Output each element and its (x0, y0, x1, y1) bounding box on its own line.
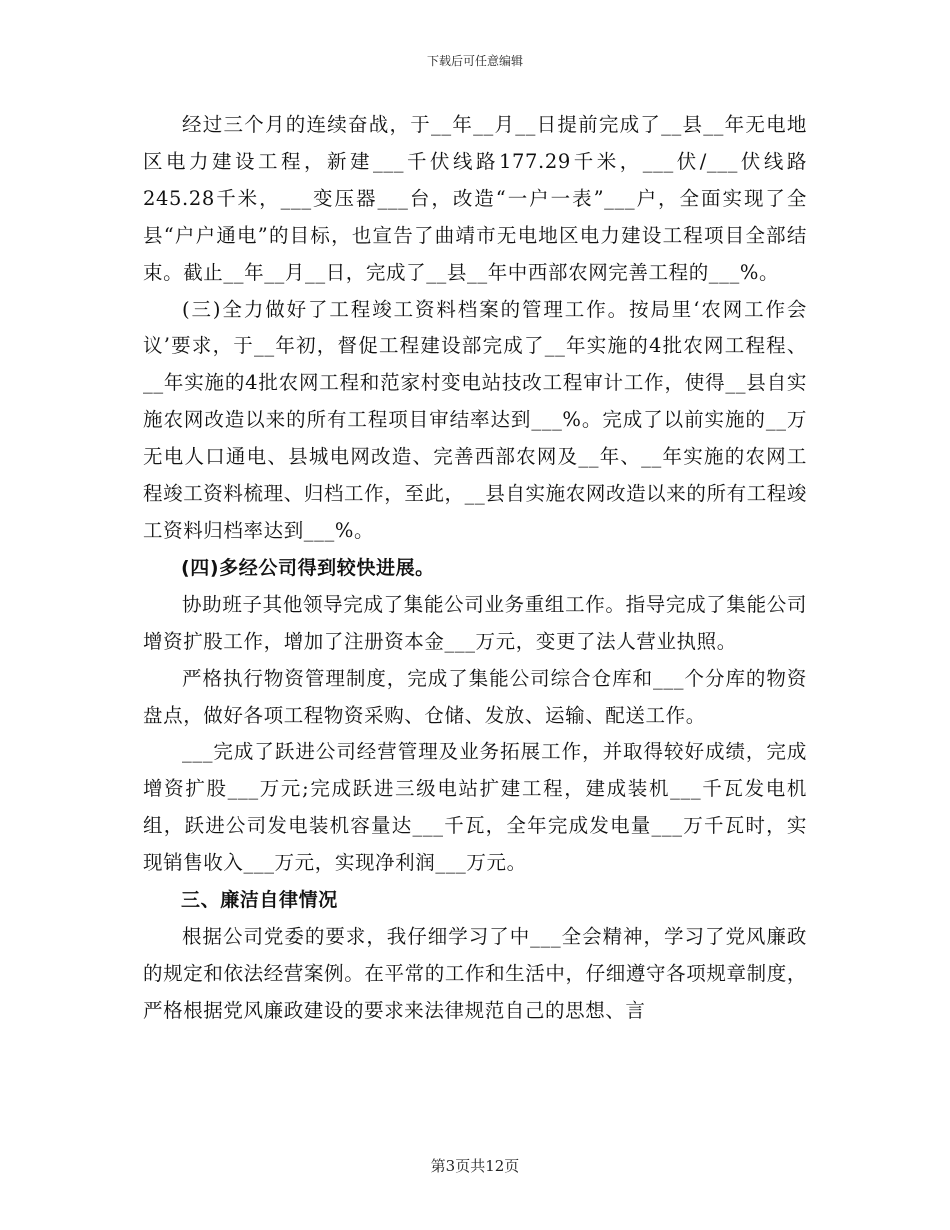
paragraph-2: (三)全力做好了工程竣工资料档案的管理工作。按局里‘农网工作会议’要求，于__年初，督促工程建设部完成了__年实施的4批农网工程程、__年实施的4批农网工程和范家村变电站技改工程审计工作，使得__县自实施农网改造以来的所有工程项目审结率达到___%。完成了以前实施的__万无电人口通电、县城电网改造、完善西部农网及__年、__年实施的农网工程竣工资料梳理、归档工作，至此，__县自实施农网改造以来的所有工程竣工资料归档率达到___%。 (143, 297, 807, 542)
document-body (143, 107, 807, 1030)
paragraph-3: 协助班子其他领导完成了集能公司业务重组工作。指导完成了集能公司增资扩股工作，增加了注册资本金___万元，变更了法人营业执照。 (143, 592, 807, 653)
paragraph-4: 严格执行物资管理制度，完成了集能公司综合仓库和___个分库的物资盘点，做好各项工程物资采购、仓储、发放、运输、配送工作。 (143, 666, 807, 727)
paragraph-5: ___完成了跃进公司经营管理及业务拓展工作，并取得较好成绩，完成增资扩股___万元;完成跃进三级电站扩建工程，建成装机___千瓦发电机组，跃进公司发电装机容量达___千瓦，全年完成发电量___万千瓦时，实现销售收入___万元，实现净利润___万元。 (143, 740, 807, 875)
page-footer: 第3页共12页 (430, 1157, 520, 1175)
section-heading-3: 三、廉洁自律情况 (181, 889, 338, 912)
page-header: 下载后可任意编辑 (426, 54, 523, 68)
paragraph-1: 经过三个月的连续奋战，于__年__月__日提前完成了__县__年无电地区电力建设工程，新建___千伏线路177.29千米，___伏/___伏线路245.28千米，___变压器___台，改造“一户一表”___户，全面实现了全县“户户通电”的目标，也宣告了曲靖市无电地区电力建设工程项目全部结束。截止__年__月__日，完成了__县__年中西部农网完善工程的___%。 (143, 113, 807, 284)
paragraph-6: 根据公司党委的要求，我仔细学习了中___全会精神，学习了党风廉政的规定和依法经营案例。在平常的工作和生活中，仔细遵守各项规章制度，严格根据党风廉政建设的要求来法律规范自己的思想、言 (143, 924, 807, 1022)
section-heading-4: (四)多经公司得到较快进展。 (181, 556, 435, 579)
